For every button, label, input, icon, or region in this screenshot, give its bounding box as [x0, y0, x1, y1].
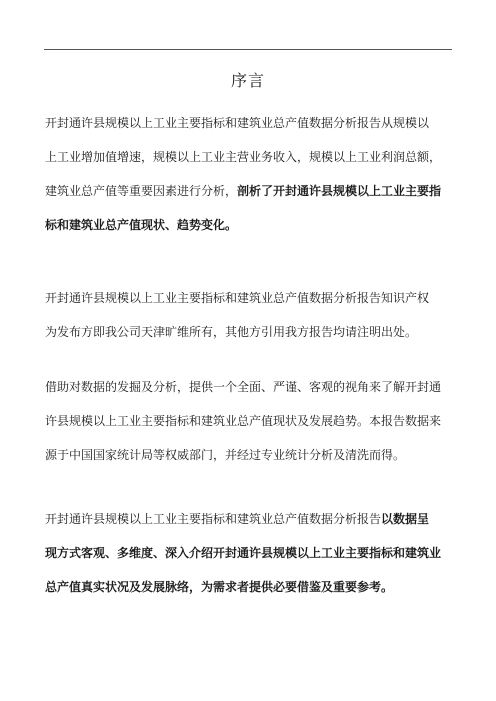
text-run: 开封通许县规模以上工业主要指标和建筑业总产值数据分析报告从规模以 — [45, 116, 430, 130]
text-line — [45, 292, 465, 304]
text-run: 源于中国国家统计局等权威部门，并经过专业统计分析及清洗而得。 — [45, 448, 406, 462]
text-line — [45, 415, 465, 427]
text-run: 建筑业总产值等重要因素进行分析， — [45, 184, 238, 198]
text-line — [45, 547, 465, 559]
text-run-bold: 总产值真实状况及发展脉络，为需求者提供必要借鉴及重要参考。 — [45, 580, 394, 594]
text-run: 开封通许县规模以上工业主要指标和建筑业总产值数据分析报告知识产权 — [45, 291, 430, 305]
text-run: 借助对数据的发掘及分析，提供一个全面、严谨、客观的视角来了解开封通 — [45, 380, 442, 394]
text-line — [45, 581, 465, 593]
text-run-bold: 以数据呈 — [381, 512, 430, 526]
text-run: 为发布方即我公司天津旷维所有，其他方引用我方报告均请注明出处。 — [45, 325, 418, 339]
text-line — [45, 513, 465, 525]
text-run-bold: 现方式客观、多维度、深入介绍开封通许县规模以上工业主要指标和建筑业 — [45, 546, 442, 560]
text-line — [45, 185, 465, 197]
header-rule — [44, 49, 452, 50]
text-line — [45, 381, 465, 393]
paragraph — [45, 513, 465, 593]
text-run-bold: 剖析了开封通许县规模以上工业主要指 — [237, 184, 442, 198]
text-run: 上工业增加值增速，规模以上工业主营业务收入，规模以上工业利润总额， — [45, 150, 442, 164]
paragraph — [45, 117, 465, 231]
text-line — [45, 449, 465, 461]
text-line — [45, 219, 465, 231]
page-title: 序言 — [230, 71, 265, 90]
paragraph — [45, 381, 465, 461]
text-run: 开封通许县规模以上工业主要指标和建筑业总产值数据分析报告 — [45, 512, 382, 526]
text-line — [45, 326, 465, 338]
text-line — [45, 151, 465, 163]
text-line — [45, 117, 465, 129]
text-run-bold: 标和建筑业总产值现状、趋势变化。 — [45, 218, 238, 232]
text-run: 许县规模以上工业主要指标和建筑业总产值现状及发展趋势。本报告数据来 — [45, 414, 442, 428]
paragraph — [45, 292, 465, 338]
